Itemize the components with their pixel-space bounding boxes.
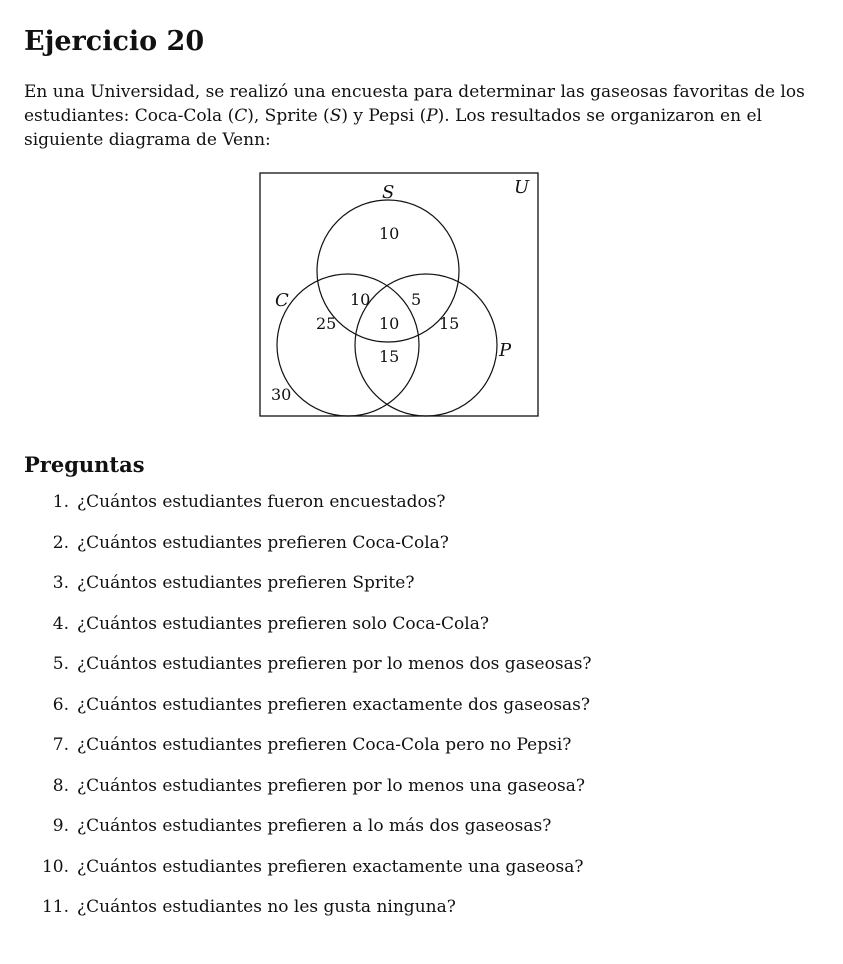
item-text: ¿Cuántos estudiantes prefieren Coca-Cola? bbox=[77, 532, 449, 553]
item-number: 1. bbox=[52, 492, 69, 512]
list-item bbox=[24, 652, 824, 693]
item-text: ¿Cuántos estudiantes prefieren Sprite? bbox=[77, 573, 415, 593]
item-text: ¿Cuántos estudiantes prefieren exactamente dos gaseosas? bbox=[77, 694, 591, 715]
list-item bbox=[24, 531, 824, 572]
intro-text: ). Los resultados se organizaron en el siguiente diagrama de Venn: bbox=[24, 106, 762, 150]
intro-text: En una Universidad, se realizó una encuesta para determinar las gaseosas favoritas de los estudiantes: Coca-Cola ( bbox=[24, 82, 805, 126]
list-item bbox=[24, 612, 824, 653]
item-text: ¿Cuántos estudiantes prefieren solo Coca-Cola? bbox=[77, 613, 489, 634]
item-number: 7. bbox=[52, 735, 69, 755]
region-c-and-p: 15 bbox=[379, 347, 400, 366]
region-only-p: 15 bbox=[439, 314, 460, 333]
list-item bbox=[24, 855, 824, 896]
region-none: 30 bbox=[271, 385, 292, 404]
item-text: ¿Cuántos estudiantes prefieren a lo más dos gaseosas? bbox=[77, 816, 552, 836]
section-title: Preguntas bbox=[24, 452, 145, 477]
venn-diagram bbox=[258, 171, 542, 419]
item-number: 5. bbox=[52, 654, 69, 674]
item-number: 9. bbox=[52, 816, 69, 836]
list-item bbox=[24, 733, 824, 774]
region-only-c: 25 bbox=[316, 314, 337, 333]
item-number: 3. bbox=[52, 573, 69, 593]
item-number: 6. bbox=[52, 694, 69, 715]
exercise-title: Ejercicio 20 bbox=[24, 26, 205, 57]
var-p: P bbox=[426, 106, 438, 126]
item-number: 11. bbox=[41, 897, 69, 917]
item-number: 10. bbox=[41, 856, 69, 877]
set-p-circle bbox=[355, 274, 497, 416]
list-item bbox=[24, 774, 824, 815]
item-text: ¿Cuántos estudiantes no les gusta ninguna? bbox=[77, 897, 456, 917]
item-text: ¿Cuántos estudiantes prefieren Coca-Cola pero no Pepsi? bbox=[77, 735, 572, 755]
item-text: ¿Cuántos estudiantes prefieren exactamente una gaseosa? bbox=[77, 856, 584, 877]
item-number: 8. bbox=[52, 775, 69, 796]
item-text: ¿Cuántos estudiantes prefieren por lo menos una gaseosa? bbox=[77, 775, 586, 796]
question-list bbox=[24, 490, 824, 936]
item-number: 2. bbox=[52, 532, 69, 553]
region-s-and-p: 5 bbox=[411, 290, 422, 309]
list-item bbox=[24, 571, 824, 612]
list-item bbox=[24, 693, 824, 734]
set-s-label: S bbox=[382, 182, 395, 203]
universe-box bbox=[260, 173, 538, 416]
item-text: ¿Cuántos estudiantes prefieren por lo menos dos gaseosas? bbox=[77, 654, 592, 674]
universe-label: U bbox=[514, 177, 530, 198]
intro-paragraph bbox=[24, 80, 814, 152]
set-p-label: P bbox=[499, 340, 512, 361]
list-item bbox=[24, 895, 824, 936]
var-s: S bbox=[329, 106, 342, 126]
set-c-circle bbox=[277, 274, 422, 416]
region-only-s: 10 bbox=[379, 224, 400, 243]
var-c: C bbox=[234, 106, 248, 126]
intro-text: ) y Pepsi ( bbox=[341, 106, 427, 126]
list-item bbox=[24, 490, 824, 531]
list-item bbox=[24, 814, 824, 855]
region-c-and-s: 10 bbox=[350, 290, 371, 309]
item-number: 4. bbox=[52, 613, 69, 634]
intro-text: ), Sprite ( bbox=[247, 106, 330, 126]
item-text: ¿Cuántos estudiantes fueron encuestados? bbox=[77, 492, 446, 512]
region-c-s-p: 10 bbox=[379, 314, 400, 333]
set-c-label: C bbox=[275, 290, 289, 311]
